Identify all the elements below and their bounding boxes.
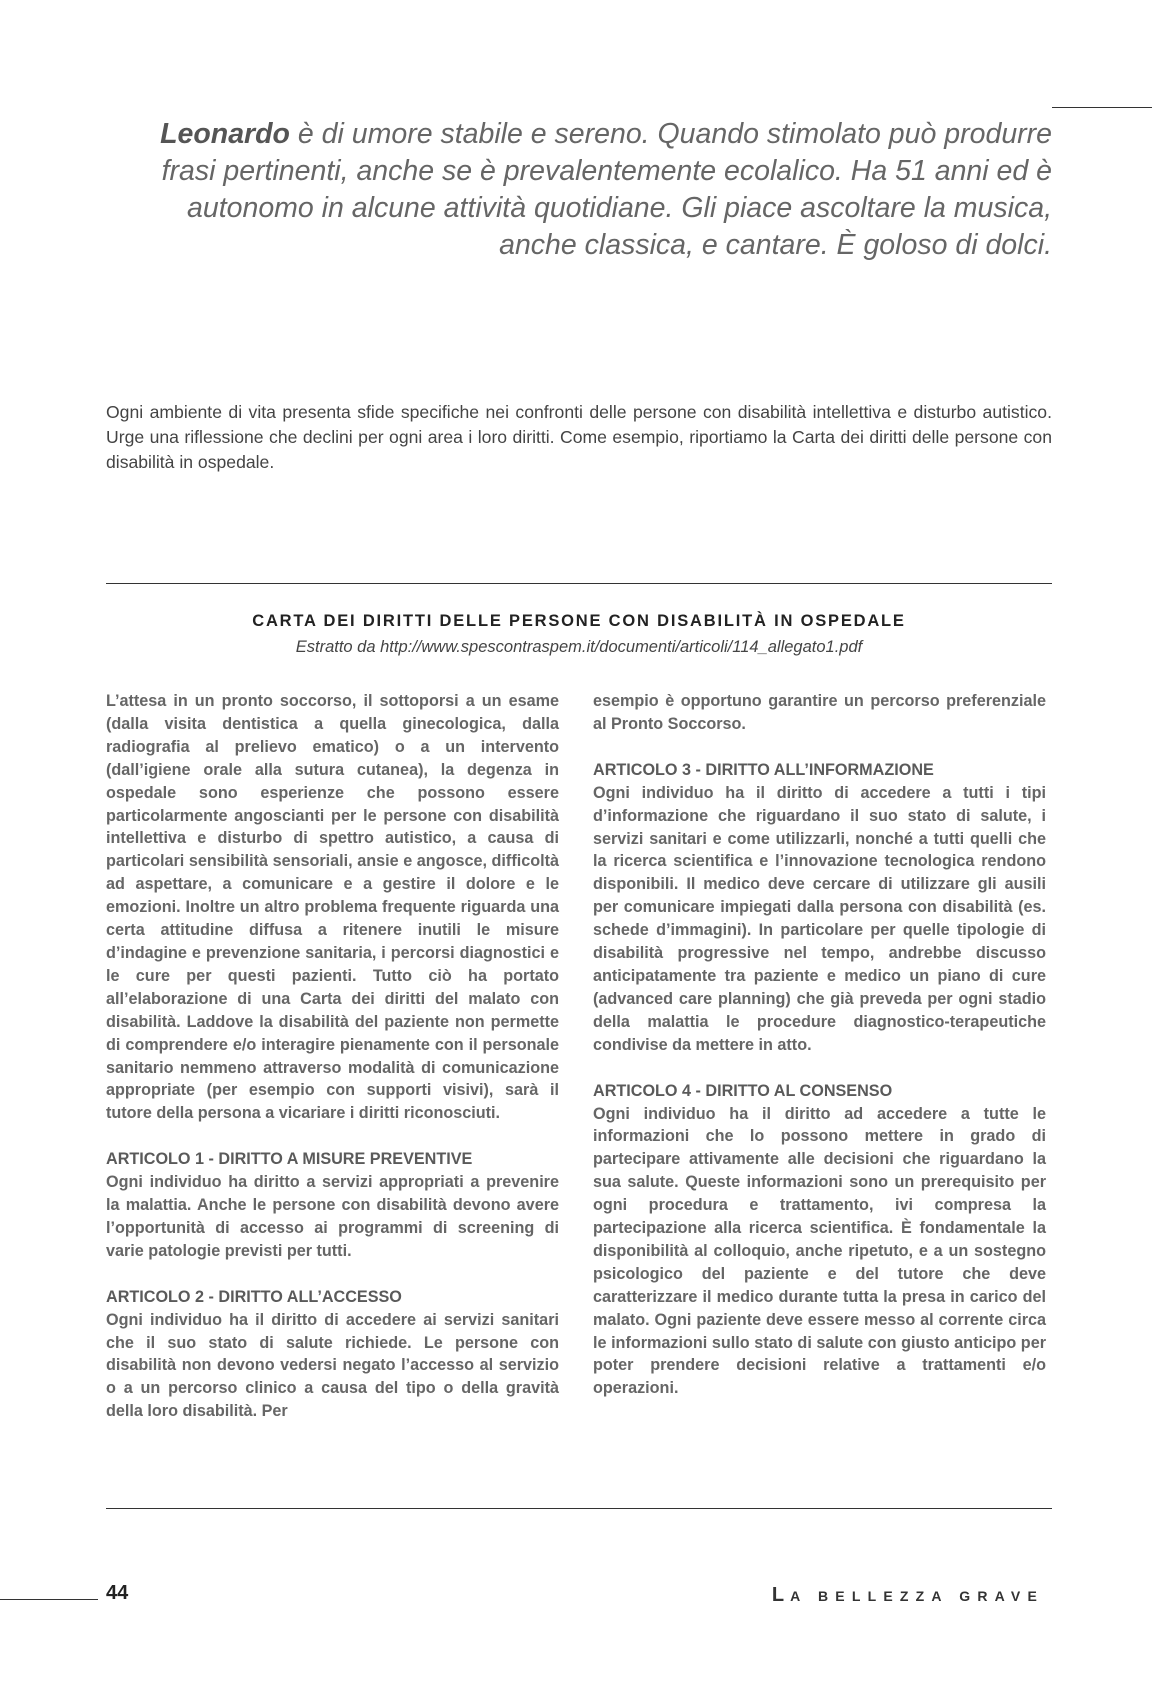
column-right [593, 690, 1046, 1400]
book-title-initial: L [771, 1584, 791, 1606]
article-2-text-part2: esempio è opportuno garantire un percorso preferenziale al Pronto Soccorso. [593, 692, 1046, 733]
article-3-text: Ogni individuo ha il diritto di accedere a tutti i tipi d’informazione che riguardano il suo stato di salute, i servizi sanitari e come utilizzarli, nonché a tutti quelli che la ricerca scientifica e l’innovazione tecnologica rendono disponibili. Il medico deve cercare di utilizzare gli ausili per comunicare impiegati dalla persona con disabilità (es. schede d’immagini). In particolare per quelle tipologie di disabilità progressive nel tempo, andrebbe discusso anticipatamente tra paziente e medico un piano di cure (advanced care planning) che già preveda per ogni stadio della malattia le procedure diagnostico-terapeutiche condivise da mettere in atto. [593, 783, 1046, 1054]
box-top-rule [106, 583, 1052, 584]
charter-intro-paragraph: L’attesa in un pronto soccorso, il sottoporsi a un esame (dalla visita dentistica a quella ginecologica, dalla radiografia al prelievo ematico) o a un intervento (dall’igiene orale alla sutura cutanea), la degenza in ospedale sono esperienze che possono essere particolarmente angoscianti per le persone con disabilità intellettiva e disturbo di spettro autistico, a causa di particolari sensibilità sensoriali, ansie e angosce, difficoltà ad aspettare, a comunicare e a gestire il dolore e le emozioni. Inoltre un altro problema frequente riguarda una certa attitudine diffusa a ritenere inutili le misure d’indagine e prevenzione sanitaria, i percorsi diagnostici e le cure per questi pazienti. Tutto ciò ha portato all’elaborazione di una Carta dei diritti del malato con disabilità. Laddove la disabilità del paziente non permette di comprendere e/o interagire pienamente con il personale sanitario nemmeno attraverso modalità di comunicazione appropriate (per esempio con supporti visivi), sarà il tutore della persona a vicariare i diritti riconosciuti. [106, 692, 559, 1123]
top-right-rule [1052, 107, 1152, 108]
article-3-heading: ARTICOLO 3 - DIRITTO ALL’INFORMAZIONE [593, 760, 934, 779]
article-4-text: Ogni individuo ha il diritto ad accedere a tutte le informazioni che lo possono mettere in grado di partecipare attivamente alle decisioni che riguardano la sua salute. Queste informazioni sono un prerequisito per ogni procedura e trattamento, ivi compresa la partecipazione alla ricerca scientifica. È fondamentale la disponibilità al colloquio, anche ripetuto, e a un sostegno psicologico del paziente e del tutore che deve caratterizzare il medico durante tutta la presa in carico del malato. Ogni paziente deve essere messo al corrente circa le informazioni sullo stato di salute con giusto anticipo per poter prendere decisioni relative a trattamenti e/o operazioni. [593, 1104, 1046, 1398]
book-title [772, 1584, 1044, 1607]
footer-left-rule [0, 1599, 98, 1600]
profile-quote-text: è di umore stabile e sereno. Quando stimolato può produrre frasi pertinenti, anche se è prevalentemente ecolalico. Ha 51 anni ed è autonomo in alcune attività quotidiane. Gli piace ascoltare la musica, anche classica, e cantare. È goloso di dolci. [161, 118, 1052, 261]
article-2-heading: ARTICOLO 2 - DIRITTO ALL’ACCESSO [106, 1287, 402, 1306]
charter-source: Estratto da http://www.spescontraspem.it/documenti/articoli/114_allegato1.pdf [295, 638, 863, 656]
profile-name: Leonardo [160, 118, 290, 150]
box-bottom-rule [106, 1508, 1052, 1509]
article-2-text-part1: Ogni individuo ha il diritto di accedere ai servizi sanitari che il suo stato di salute richiede. Le persone con disabilità non devono vedersi negato l’accesso al servizio o a un percorso clinico a causa del tipo o della gravità della loro disabilità. Per [106, 1310, 559, 1421]
article-4-heading: ARTICOLO 4 - DIRITTO AL CONSENSO [593, 1081, 893, 1100]
page-number: 44 [106, 1582, 129, 1604]
column-left [106, 690, 559, 1423]
article-1-heading: ARTICOLO 1 - DIRITTO A MISURE PREVENTIVE [106, 1150, 473, 1169]
article-1-text: Ogni individuo ha diritto a servizi appropriati a prevenire la malattia. Anche le persone con disabilità devono avere l’opportunità di accesso ai programmi di screening di varie patologie previsti per tutti. [106, 1173, 559, 1260]
book-title-rest: A BELLEZZA GRAVE [790, 1588, 1044, 1604]
profile-quote [160, 116, 1052, 264]
charter-title: CARTA DEI DIRITTI DELLE PERSONE CON DISABILITÀ IN OSPEDALE [252, 612, 906, 630]
intro-paragraph: Ogni ambiente di vita presenta sfide specifiche nei confronti delle persone con disabilità intellettiva e disturbo autistico. Urge una riflessione che declini per ogni area i loro diritti. Come esempio, riportiamo la Carta dei diritti delle persone con disabilità in ospedale. [106, 402, 1052, 472]
